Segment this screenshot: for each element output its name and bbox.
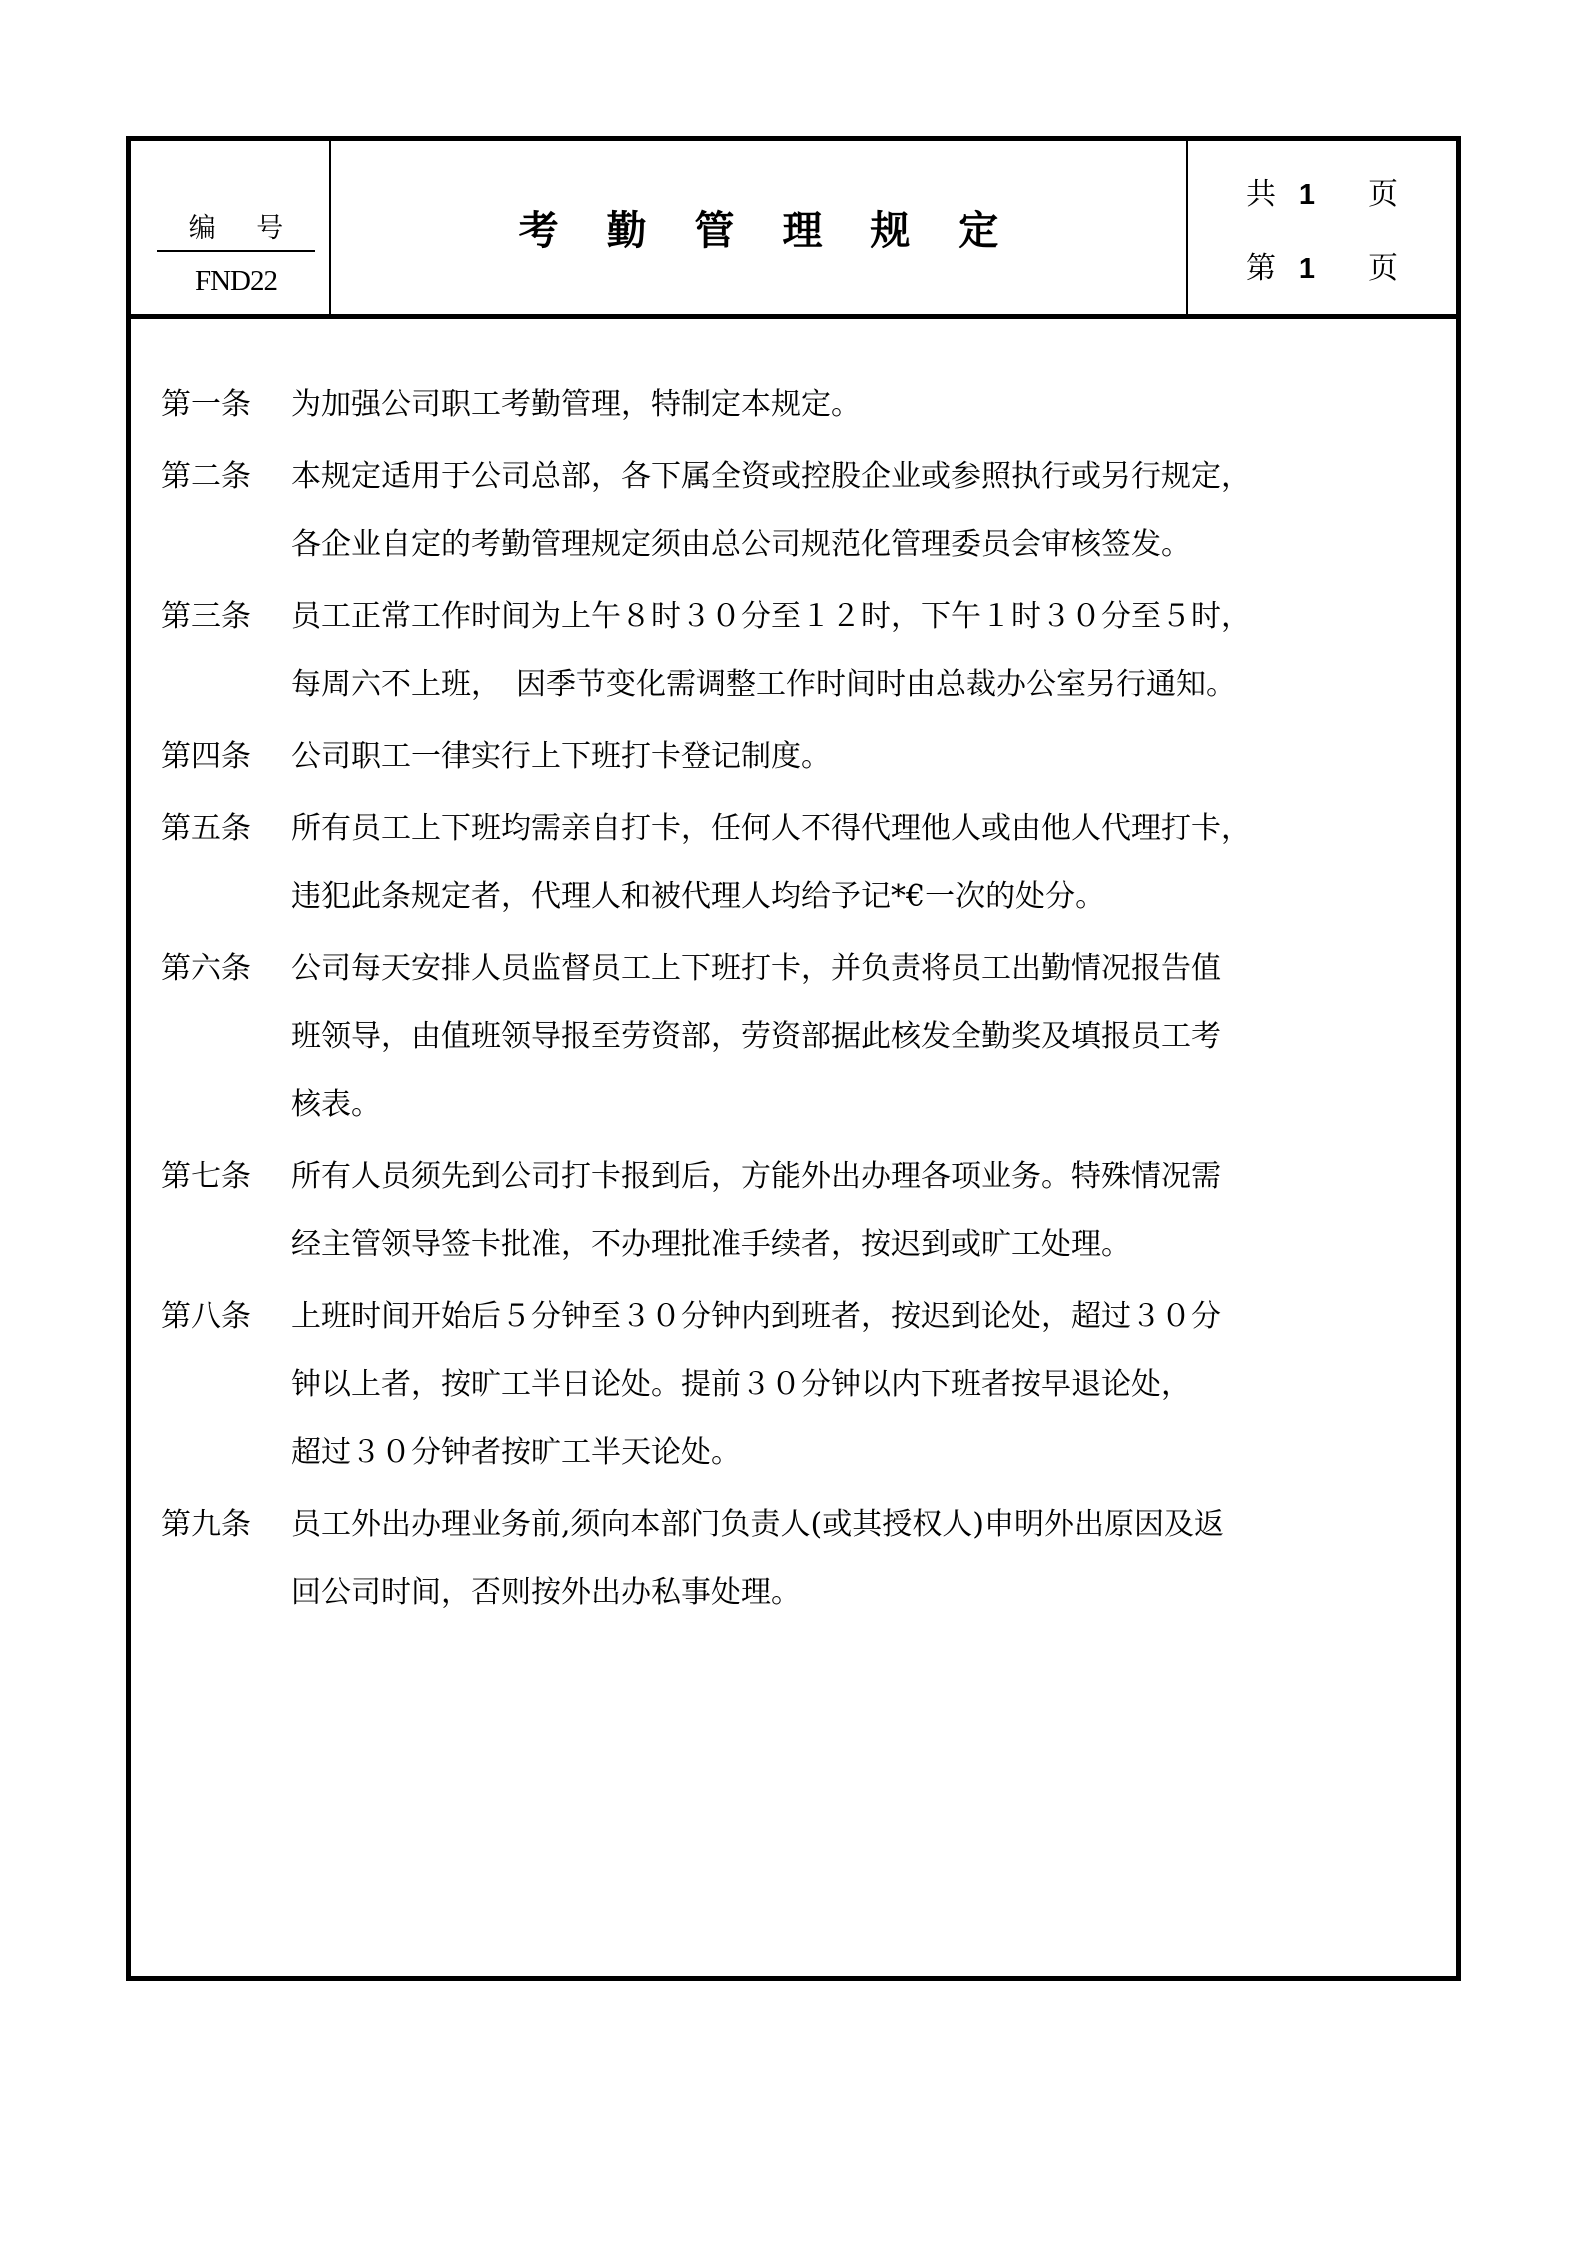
article-number: 第八条	[161, 1299, 251, 1334]
article	[161, 723, 1426, 791]
article-line: 公司每天安排人员监督员工上下班打卡，并负责将员工出勤情况报告值	[291, 951, 1221, 986]
article-text	[291, 583, 1426, 719]
article-line: 上班时间开始后５分钟至３０分钟内到班者，按迟到论处，超过３０分	[291, 1299, 1221, 1334]
article	[161, 443, 1426, 579]
article-text	[291, 1143, 1426, 1279]
article	[161, 795, 1426, 931]
article-text	[291, 443, 1426, 579]
article-number: 第二条	[161, 459, 251, 494]
current-page-prefix: 第	[1246, 250, 1276, 286]
article	[161, 935, 1426, 1139]
code-label: 编 号	[157, 215, 315, 251]
article-line: 回公司时间，否则按外出办私事处理。	[291, 1575, 801, 1610]
article-number: 第七条	[161, 1159, 251, 1194]
article-number: 第五条	[161, 811, 251, 846]
article	[161, 1143, 1426, 1279]
total-pages-number: 1	[1298, 178, 1316, 211]
header-cell-code	[131, 141, 331, 314]
current-page-unit: 页	[1368, 250, 1398, 286]
article-line: 班领导，由值班领导报至劳资部，劳资部据此核发全勤奖及填报员工考	[291, 1019, 1221, 1054]
header-cell-title	[331, 141, 1188, 314]
current-page-number: 1	[1298, 252, 1316, 285]
article-text	[291, 723, 1426, 791]
total-pages-unit: 页	[1368, 176, 1398, 212]
article	[161, 371, 1426, 439]
article-line: 经主管领导签卡批准，不办理批准手续者，按迟到或旷工处理。	[291, 1227, 1131, 1262]
article-number: 第三条	[161, 599, 251, 634]
code-value: FND22	[194, 264, 277, 297]
article-line: 违犯此条规定者，代理人和被代理人均给予记*€一次的处分。	[291, 879, 1106, 914]
page-title: 考 勤 管 理 规 定	[518, 207, 1016, 254]
article-line: 超过３０分钟者按旷工半天论处。	[291, 1435, 741, 1470]
article-line: 员工外出办理业务前,须向本部门负责人(或其授权人)申明外出原因及返	[291, 1507, 1224, 1542]
article-line: 所有员工上下班均需亲自打卡，任何人不得代理他人或由他人代理打卡，	[291, 811, 1251, 846]
document-body	[131, 319, 1456, 1976]
total-pages-prefix: 共	[1246, 176, 1276, 212]
article-text	[291, 1283, 1426, 1487]
article-text	[291, 795, 1426, 931]
header-cell-pages	[1188, 141, 1456, 314]
article-number: 第六条	[161, 951, 251, 986]
article-line: 为加强公司职工考勤管理，特制定本规定。	[291, 387, 861, 422]
document-frame	[126, 136, 1461, 1981]
article-number: 第九条	[161, 1507, 251, 1542]
article-number: 第一条	[161, 387, 251, 422]
article-text	[291, 1491, 1426, 1627]
article-line: 所有人员须先到公司打卡报到后，方能外出办理各项业务。特殊情况需	[291, 1159, 1221, 1194]
article	[161, 583, 1426, 719]
total-pages-line	[1246, 169, 1398, 213]
document-header	[131, 141, 1456, 319]
article	[161, 1283, 1426, 1487]
article	[161, 1491, 1426, 1627]
article-line: 各企业自定的考勤管理规定须由总公司规范化管理委员会审核签发。	[291, 527, 1191, 562]
article-number: 第四条	[161, 739, 251, 774]
article-line: 核表。	[291, 1087, 381, 1122]
current-page-line	[1246, 243, 1398, 287]
article-text	[291, 371, 1426, 439]
article-line: 钟以上者，按旷工半日论处。提前３０分钟以内下班者按早退论处，	[291, 1367, 1191, 1402]
article-text	[291, 935, 1426, 1139]
article-line: 员工正常工作时间为上午８时３０分至１２时，下午１时３０分至５时，	[291, 599, 1251, 634]
article-line: 每周六不上班， 因季节变化需调整工作时间时由总裁办公室另行通知。	[291, 667, 1236, 702]
article-line: 本规定适用于公司总部，各下属全资或控股企业或参照执行或另行规定，	[291, 459, 1251, 494]
article-line: 公司职工一律实行上下班打卡登记制度。	[291, 739, 831, 774]
